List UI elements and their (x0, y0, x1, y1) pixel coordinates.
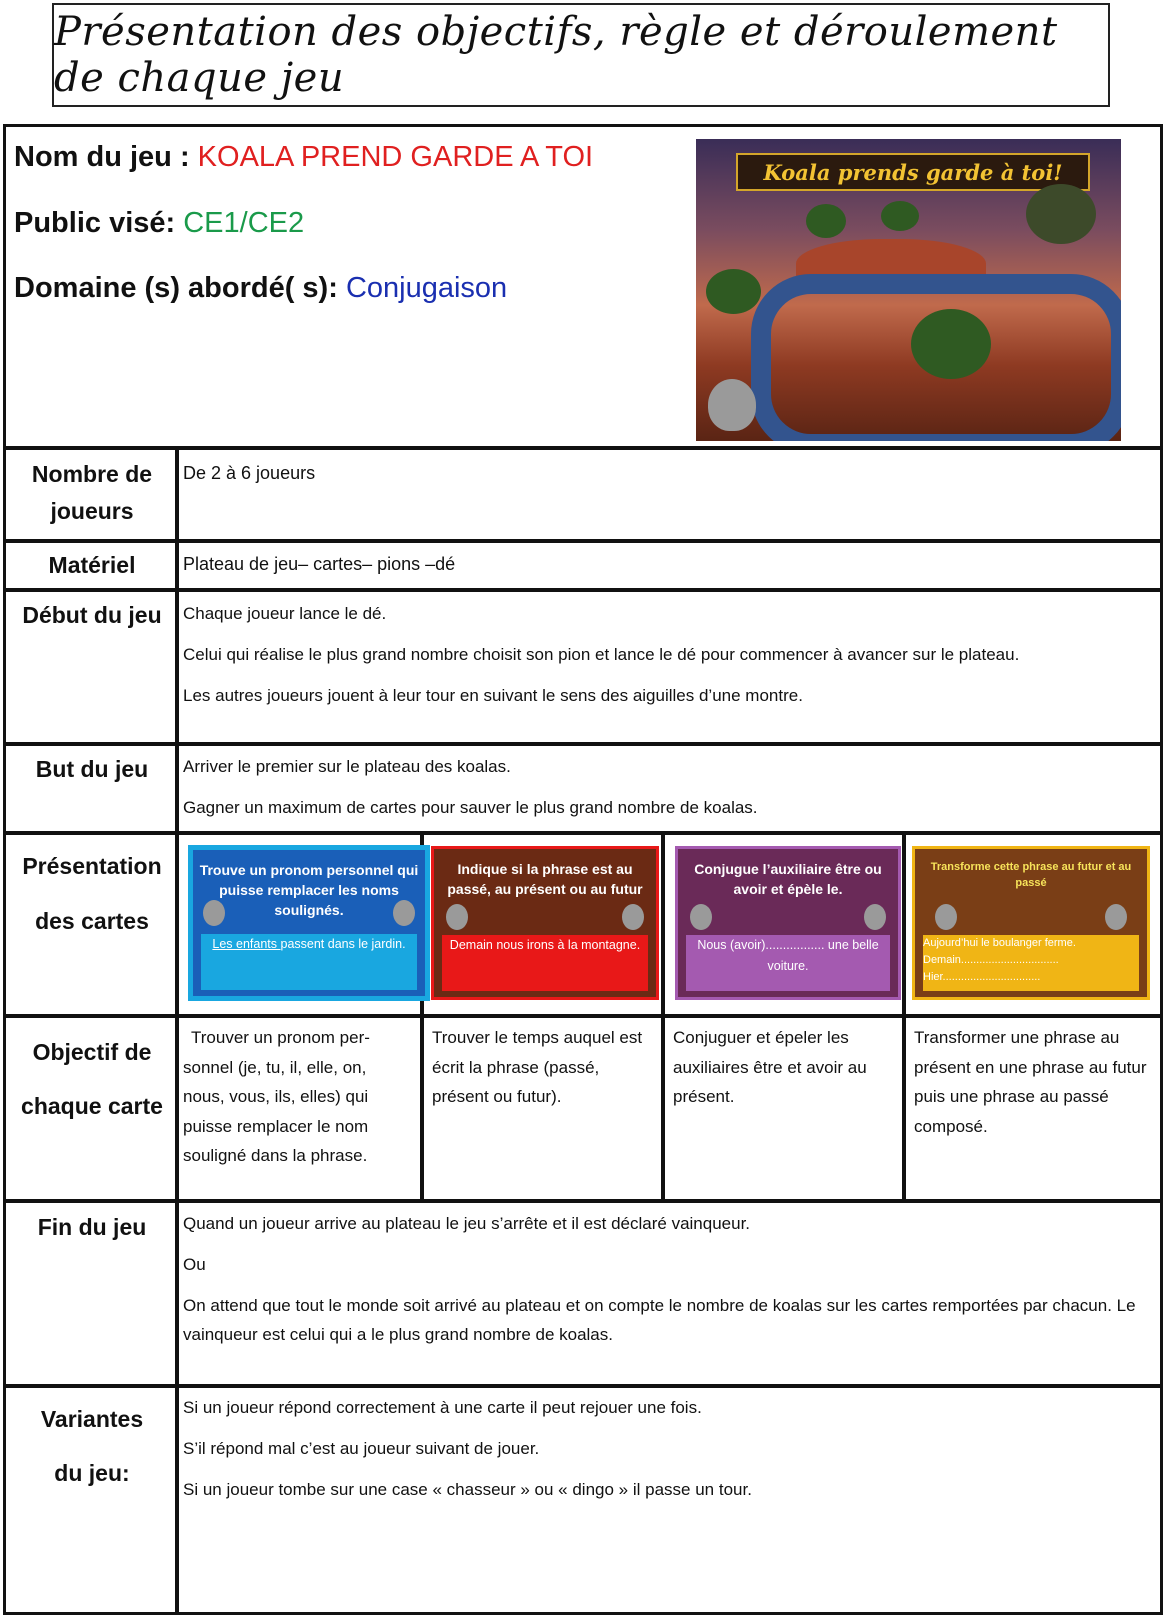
end-line: Ou (183, 1255, 206, 1274)
domain-line (14, 272, 507, 305)
variants-label-line: Variantes (40, 1406, 144, 1432)
domain-value: Conjugaison (345, 272, 508, 304)
end-line: Quand un joueur arrive au plateau le jeu s’arrête et il est déclaré vainqueur. (183, 1214, 751, 1233)
end-line: On attend que tout le monde soit arrivé au plateau et on compte le nombre de koalas sur les cartes remportées par chacun. Le vainqueur est celui qui a le plus grand nombre de koalas. (183, 1296, 1136, 1344)
divider (6, 1199, 1160, 1203)
page-title: Présentation des objectifs, règle et déroulement de chaque jeu (54, 9, 1058, 101)
card-auxiliary (675, 846, 901, 1000)
page-title-box (52, 3, 1110, 107)
game-board-image (696, 139, 1121, 441)
variants-line: S’il répond mal c’est au joueur suivant de jouer. (183, 1439, 540, 1458)
card-body: Nous (avoir)................. une belle voiture. (686, 935, 890, 991)
objective-auxiliary: Conjuguer et épeler les auxiliaires être et avoir au présent. (673, 1028, 867, 1106)
start-text (183, 603, 1143, 726)
cards-label-line: Présentation (22, 853, 162, 879)
koala-icon (864, 904, 886, 930)
players-label-line: joueurs (50, 497, 134, 524)
divider (6, 588, 1160, 592)
koala-icon (203, 900, 225, 926)
tree-icon (806, 204, 846, 238)
game-sheet (3, 124, 1163, 1615)
tree-icon (706, 269, 761, 314)
variants-line: Si un joueur répond correctement à une carte il peut rejouer une fois. (183, 1398, 702, 1417)
objective-pronoun: Trouver un pronom per-sonnel (je, tu, il, elle, on, nous, vous, ils, elles) qui puisse remplacer le nom souligné dans la phrase. (183, 1028, 370, 1165)
end-label: Fin du jeu (37, 1214, 147, 1240)
goal-label: But du jeu (35, 756, 149, 782)
domain-label: Domaine (s) abordé( s): (14, 272, 346, 304)
koala-icon (690, 904, 712, 930)
start-label: Début du jeu (22, 602, 162, 628)
start-line: Celui qui réalise le plus grand nombre choisit son pion et lance le dé pour commencer à avancer sur le plateau. (183, 645, 1020, 664)
game-name-line (14, 141, 593, 174)
goal-line: Gagner un maximum de cartes pour sauver le plus grand nombre de koalas. (183, 798, 758, 817)
audience-value: CE1/CE2 (183, 207, 305, 239)
koala-icon (935, 904, 957, 930)
goal-line: Arriver le premier sur le plateau des koalas. (183, 757, 511, 776)
koala-icon (393, 900, 415, 926)
variants-label (6, 1392, 178, 1500)
card-title: Indique si la phrase est au passé, au présent ou au futur (447, 861, 643, 897)
card-body-text: passent dans le jardin. (280, 937, 406, 951)
divider (6, 742, 1160, 746)
tree-icon (1026, 184, 1096, 244)
card-title: Conjugue l’auxiliaire être ou avoir et épèle le. (694, 861, 882, 897)
koala-icon (622, 904, 644, 930)
card-body: Demain nous irons à la montagne. (442, 935, 648, 991)
divider (6, 1384, 1160, 1388)
game-banner-text: Koala prends garde à toi! (763, 159, 1063, 185)
start-line: Chaque joueur lance le dé. (183, 604, 387, 623)
players-text: De 2 à 6 joueurs (183, 463, 316, 483)
koala-icon (446, 904, 468, 930)
goal-text (183, 756, 1143, 838)
end-text (183, 1213, 1143, 1369)
objectives-label (6, 1025, 178, 1133)
card-title: Trouve un pronom personnel qui puisse remplacer les noms soulignés. (199, 862, 419, 918)
material-label: Matériel (48, 552, 136, 578)
variants-text (183, 1397, 1143, 1520)
game-name-value: KOALA PREND GARDE A TOI (197, 141, 594, 173)
variants-line: Si un joueur tombe sur une case « chasseur » ou « dingo » il passe un tour. (183, 1480, 752, 1499)
card-body: Aujourd’hui le boulanger ferme. Demain................................ Hier................................ (923, 935, 1139, 991)
cards-label-line: des cartes (35, 908, 149, 934)
audience-label: Public visé: (14, 207, 184, 239)
divider (6, 539, 1160, 543)
variants-label-line: du jeu: (54, 1460, 130, 1486)
card-transform (912, 846, 1150, 1000)
material-text: Plateau de jeu– cartes– pions –dé (183, 554, 456, 574)
card-tense (431, 846, 659, 1000)
audience-line (14, 207, 304, 240)
game-name-label: Nom du jeu : (14, 141, 198, 173)
start-line: Les autres joueurs jouent à leur tour en suivant le sens des aiguilles d’une montre. (183, 686, 803, 705)
players-label-line: Nombre de (31, 461, 153, 487)
objective-transform: Transformer une phrase au présent en une phrase au futur puis une phrase au passé composé. (914, 1028, 1147, 1136)
cards-label (6, 839, 178, 949)
card-title: Transforme cette phrase au futur et au passé (930, 861, 1132, 889)
objectives-label-line: chaque carte (21, 1093, 163, 1119)
game-banner (736, 153, 1090, 191)
objective-tense: Trouver le temps auquel est écrit la phrase (passé, présent ou futur). (432, 1028, 643, 1106)
objectives-label-line: Objectif de (32, 1039, 152, 1065)
board-path (751, 274, 1121, 441)
card-body-underlined: Les enfants (212, 937, 281, 951)
card-pronoun (188, 845, 430, 1001)
koala-icon (1105, 904, 1127, 930)
divider (6, 1014, 1160, 1018)
tree-icon (881, 201, 919, 231)
players-label (6, 456, 178, 530)
koala-icon (708, 379, 756, 431)
divider (6, 446, 1160, 450)
card-body (201, 934, 417, 990)
